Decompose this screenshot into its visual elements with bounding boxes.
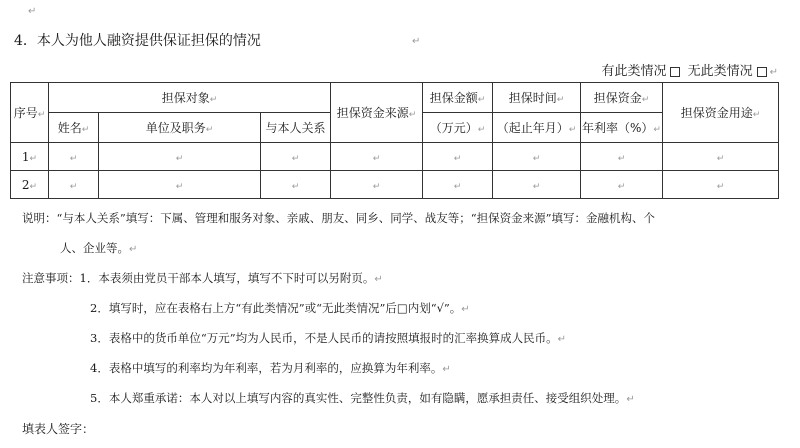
cell-amount[interactable]: ↵ <box>423 143 493 171</box>
cell-name[interactable]: ↵ <box>49 171 99 199</box>
header-unit-position: 单位及职务↵ <box>99 113 261 143</box>
table-row <box>11 171 779 199</box>
signature-label: 填表人签字： <box>22 422 95 436</box>
row-seq: 2↵ <box>11 171 49 199</box>
header-seq: 序号↵ <box>11 83 49 143</box>
caution-item-5: 5．本人郑重承诺：本人对以上填写内容的真实性、完整性负责，如有隐瞒，愿承担责任、接受组织处理。↵ <box>90 391 635 405</box>
caution-item-1: 注意事项：1．本表须由党员干部本人填写，填写不下时可以另附页。↵ <box>22 271 383 285</box>
guarantee-table <box>10 82 779 199</box>
explanation-line-1: 说明：“与本人关系”填写：下属、管理和服务对象、亲戚、朋友、同乡、同学、战友等；“担保资金来源”填写：金融机构、个 <box>22 211 656 225</box>
cell-rate[interactable]: ↵ <box>581 143 663 171</box>
explanation-line-2: 人、企业等。↵ <box>60 241 138 255</box>
paragraph-mark: ↵ <box>412 36 421 47</box>
header-guarantee-target: 担保对象↵ <box>49 83 331 113</box>
table-row <box>11 143 779 171</box>
header-usage: 担保资金用途↵ <box>663 83 779 143</box>
cell-fund-source[interactable]: ↵ <box>331 143 423 171</box>
header-relation: 与本人关系 <box>261 113 331 143</box>
caution-item-4: 4．表格中填写的利率均为年利率，若为月利率的，应换算为年利率。↵ <box>90 361 451 375</box>
caution-item-2: 2．填写时，应在表格右上方“有此类情况”或“无此类情况”后□内划“√”。↵ <box>90 301 470 315</box>
paragraph-mark: ↵ <box>769 67 778 78</box>
cell-fund-source[interactable]: ↵ <box>331 171 423 199</box>
has-situation-checkbox[interactable] <box>670 67 680 77</box>
cell-usage[interactable]: ↵ <box>663 143 779 171</box>
section-title: 4．本人为他人融资提供保证担保的情况 <box>14 33 261 49</box>
caution-item-3: 3．表格中的货币单位“万元”均为人民币，不是人民币的请按照填报时的汇率换算成人民币。↵ <box>90 331 566 345</box>
cell-name[interactable]: ↵ <box>49 143 99 171</box>
cell-period[interactable]: ↵ <box>493 171 581 199</box>
header-rate-top: 担保资金↵ <box>581 83 663 113</box>
no-situation-checkbox[interactable] <box>757 67 767 77</box>
header-amount-top: 担保金额↵ <box>423 83 493 113</box>
cell-rate[interactable]: ↵ <box>581 171 663 199</box>
header-name: 姓名↵ <box>49 113 99 143</box>
header-amount-unit: （万元）↵ <box>423 113 493 143</box>
cell-relation[interactable]: ↵ <box>261 143 331 171</box>
paragraph-mark: ↵ <box>28 6 37 17</box>
header-period-sub: （起止年月）↵ <box>493 113 581 143</box>
has-situation-label: 有此类情况 <box>601 64 667 79</box>
cell-unit-position[interactable]: ↵ <box>99 171 261 199</box>
cell-unit-position[interactable]: ↵ <box>99 143 261 171</box>
cell-usage[interactable]: ↵ <box>663 171 779 199</box>
header-rate-sub: 年利率（%）↵ <box>581 113 663 143</box>
header-period-top: 担保时间↵ <box>493 83 581 113</box>
row-seq: 1↵ <box>11 143 49 171</box>
status-line <box>601 60 778 79</box>
no-situation-label: 无此类情况 <box>687 64 753 79</box>
cell-relation[interactable]: ↵ <box>261 171 331 199</box>
cell-period[interactable]: ↵ <box>493 143 581 171</box>
cell-amount[interactable]: ↵ <box>423 171 493 199</box>
header-fund-source: 担保资金来源↵ <box>331 83 423 143</box>
